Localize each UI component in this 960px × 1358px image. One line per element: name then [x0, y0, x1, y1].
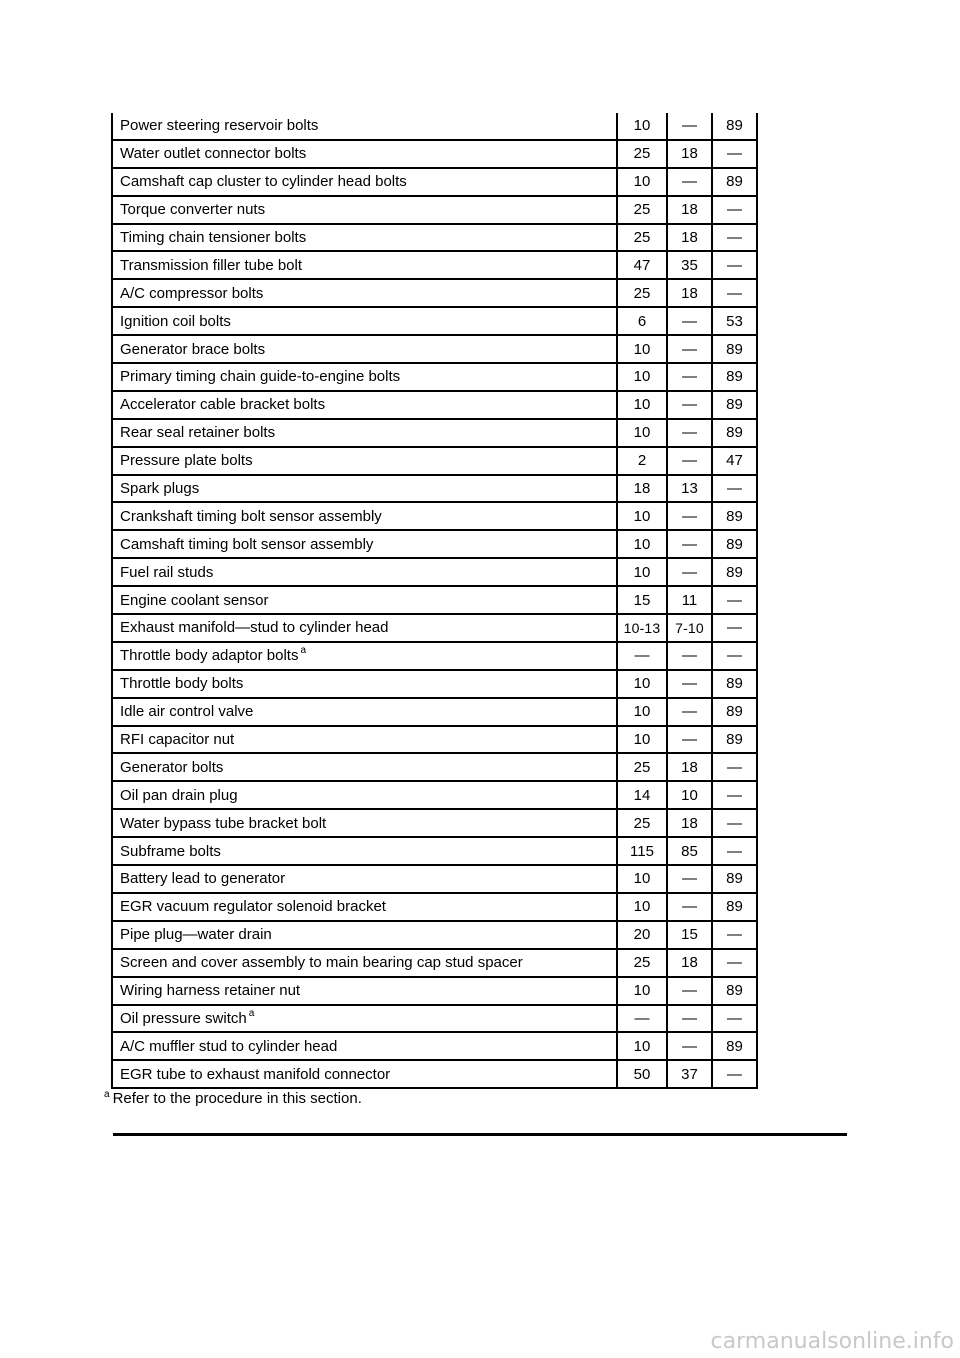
row-description: Torque converter nuts — [120, 201, 266, 219]
row-description-cell — [112, 753, 617, 781]
table-row — [112, 781, 757, 809]
row-description: Power steering reservoir bolts — [120, 117, 319, 135]
value-lb-ft: — — [667, 168, 712, 196]
table-row — [112, 977, 757, 1005]
table-row — [112, 447, 757, 475]
row-description-cell — [112, 251, 617, 279]
value-nm: 10 — [617, 698, 667, 726]
value-nm: — — [617, 1005, 667, 1033]
row-description: Oil pan drain plug — [120, 786, 238, 804]
row-description: Water outlet connector bolts — [120, 145, 307, 163]
row-description-cell — [112, 558, 617, 586]
value-lb-in: — — [712, 279, 757, 307]
value-lb-ft: — — [667, 447, 712, 475]
value-nm: 15 — [617, 586, 667, 614]
table-row — [112, 1060, 757, 1088]
row-description: Engine coolant sensor — [120, 591, 269, 609]
row-description: Accelerator cable bracket bolts — [120, 396, 326, 414]
value-nm: 115 — [617, 837, 667, 865]
value-lb-ft: — — [667, 307, 712, 335]
value-nm: — — [617, 642, 667, 670]
value-nm: 50 — [617, 1060, 667, 1088]
row-description-cell — [112, 335, 617, 363]
value-lb-ft: — — [667, 502, 712, 530]
table-row — [112, 419, 757, 447]
table-row — [112, 251, 757, 279]
torque-spec-table — [111, 113, 758, 1089]
value-lb-ft: — — [667, 335, 712, 363]
table-row — [112, 502, 757, 530]
value-lb-ft: — — [667, 977, 712, 1005]
value-lb-ft: 10 — [667, 781, 712, 809]
table-row — [112, 753, 757, 781]
watermark: carmanualsonline.info — [710, 1329, 954, 1354]
value-lb-in: — — [712, 809, 757, 837]
value-lb-ft: 35 — [667, 251, 712, 279]
row-description: Rear seal retainer bolts — [120, 424, 276, 442]
row-description-cell — [112, 363, 617, 391]
value-lb-in: 89 — [712, 391, 757, 419]
row-description: Generator brace bolts — [120, 340, 266, 358]
row-description-cell — [112, 921, 617, 949]
row-description: Exhaust manifold—stud to cylinder head — [120, 619, 389, 637]
value-nm: 47 — [617, 251, 667, 279]
value-lb-in: 89 — [712, 865, 757, 893]
row-description-cell — [112, 865, 617, 893]
row-description: Camshaft cap cluster to cylinder head bolts — [120, 173, 407, 191]
row-description-cell — [112, 447, 617, 475]
row-description: A/C muffler stud to cylinder head — [120, 1037, 338, 1055]
value-nm: 14 — [617, 781, 667, 809]
value-lb-ft: 85 — [667, 837, 712, 865]
row-description: Spark plugs — [120, 480, 200, 498]
value-lb-ft: — — [667, 893, 712, 921]
row-description-cell — [112, 837, 617, 865]
row-description-cell — [112, 1060, 617, 1088]
value-nm: 10 — [617, 558, 667, 586]
value-lb-in: — — [712, 586, 757, 614]
row-description: Camshaft timing bolt sensor assembly — [120, 535, 374, 553]
row-description-cell — [112, 196, 617, 224]
value-lb-ft: 18 — [667, 196, 712, 224]
value-lb-ft: — — [667, 726, 712, 754]
value-lb-in: 89 — [712, 113, 757, 140]
value-lb-in: — — [712, 921, 757, 949]
table-row — [112, 921, 757, 949]
value-lb-in: 89 — [712, 530, 757, 558]
row-description: Wiring harness retainer nut — [120, 982, 301, 1000]
value-nm: 10 — [617, 502, 667, 530]
row-description: EGR tube to exhaust manifold connector — [120, 1065, 391, 1083]
value-lb-in: 89 — [712, 502, 757, 530]
value-lb-ft: — — [667, 1005, 712, 1033]
table-row — [112, 307, 757, 335]
row-description-cell — [112, 698, 617, 726]
value-nm: 6 — [617, 307, 667, 335]
row-description: EGR vacuum regulator solenoid bracket — [120, 898, 386, 916]
row-description: Generator bolts — [120, 758, 224, 776]
value-lb-in: — — [712, 140, 757, 168]
table-row — [112, 865, 757, 893]
row-description-cell — [112, 1005, 617, 1033]
row-description: Throttle body bolts — [120, 675, 244, 693]
row-description-cell — [112, 614, 617, 642]
row-description-cell — [112, 502, 617, 530]
value-nm: 25 — [617, 140, 667, 168]
table-row — [112, 113, 757, 140]
row-description-cell — [112, 530, 617, 558]
table-row — [112, 698, 757, 726]
value-nm: 10 — [617, 1032, 667, 1060]
row-description-cell — [112, 726, 617, 754]
value-lb-in: — — [712, 475, 757, 503]
value-lb-in: 89 — [712, 168, 757, 196]
row-description: Primary timing chain guide-to-engine bolts — [120, 368, 401, 386]
table-row — [112, 558, 757, 586]
table-row — [112, 1005, 757, 1033]
row-description: Battery lead to generator — [120, 870, 286, 888]
table-row — [112, 391, 757, 419]
row-description-cell — [112, 475, 617, 503]
row-description-cell — [112, 391, 617, 419]
table-row — [112, 168, 757, 196]
row-description-cell — [112, 781, 617, 809]
row-description: Water bypass tube bracket bolt — [120, 814, 327, 832]
row-description: Pressure plate bolts — [120, 452, 253, 470]
value-nm: 10 — [617, 113, 667, 140]
table-row — [112, 726, 757, 754]
row-description: RFI capacitor nut — [120, 731, 235, 749]
value-lb-in: 89 — [712, 335, 757, 363]
table-row — [112, 475, 757, 503]
value-lb-in: 89 — [712, 1032, 757, 1060]
value-nm: 10 — [617, 335, 667, 363]
value-nm: 25 — [617, 279, 667, 307]
row-description-cell — [112, 949, 617, 977]
footnote — [104, 1090, 362, 1107]
value-lb-in: — — [712, 753, 757, 781]
value-nm: 2 — [617, 447, 667, 475]
table-body — [112, 113, 757, 1088]
value-lb-in: 89 — [712, 893, 757, 921]
row-description-cell — [112, 977, 617, 1005]
row-description-cell — [112, 1032, 617, 1060]
value-lb-ft: — — [667, 698, 712, 726]
value-lb-in: 47 — [712, 447, 757, 475]
table-row — [112, 224, 757, 252]
row-description: Transmission filler tube bolt — [120, 256, 303, 274]
value-lb-ft: 13 — [667, 475, 712, 503]
value-lb-ft: — — [667, 113, 712, 140]
row-description-cell — [112, 113, 617, 140]
table-row — [112, 893, 757, 921]
row-description-cell — [112, 140, 617, 168]
value-lb-in: 53 — [712, 307, 757, 335]
value-lb-ft: 37 — [667, 1060, 712, 1088]
value-lb-in: — — [712, 781, 757, 809]
value-lb-ft: — — [667, 1032, 712, 1060]
value-lb-ft: 7-10 — [667, 614, 712, 642]
value-lb-in: 89 — [712, 363, 757, 391]
value-nm: 10 — [617, 726, 667, 754]
value-lb-in: — — [712, 224, 757, 252]
row-description: Fuel rail studs — [120, 563, 214, 581]
table-row — [112, 642, 757, 670]
row-description: Subframe bolts — [120, 842, 221, 860]
value-nm: 25 — [617, 949, 667, 977]
value-lb-ft: 18 — [667, 949, 712, 977]
table-row — [112, 1032, 757, 1060]
value-nm: 25 — [617, 196, 667, 224]
value-nm: 10 — [617, 363, 667, 391]
row-description-cell — [112, 307, 617, 335]
value-nm: 25 — [617, 224, 667, 252]
table-row — [112, 614, 757, 642]
value-nm: 25 — [617, 809, 667, 837]
row-description-cell — [112, 419, 617, 447]
table-row — [112, 530, 757, 558]
value-lb-in: — — [712, 614, 757, 642]
value-lb-ft: 18 — [667, 753, 712, 781]
table-row — [112, 196, 757, 224]
value-nm: 10 — [617, 893, 667, 921]
value-lb-ft: — — [667, 558, 712, 586]
value-nm: 10 — [617, 670, 667, 698]
value-lb-in: — — [712, 949, 757, 977]
value-lb-ft: 15 — [667, 921, 712, 949]
value-lb-in: 89 — [712, 670, 757, 698]
value-lb-in: 89 — [712, 419, 757, 447]
footnote-reference: a — [248, 1007, 255, 1019]
value-nm: 10 — [617, 865, 667, 893]
value-lb-ft: — — [667, 670, 712, 698]
row-description-cell — [112, 809, 617, 837]
value-lb-in: 89 — [712, 558, 757, 586]
row-description: Pipe plug—water drain — [120, 926, 272, 944]
table-row — [112, 363, 757, 391]
value-lb-ft: 18 — [667, 279, 712, 307]
value-lb-ft: — — [667, 642, 712, 670]
value-lb-in: — — [712, 837, 757, 865]
row-description: Oil pressure switch — [120, 1009, 247, 1027]
value-lb-in: — — [712, 1005, 757, 1033]
value-nm: 18 — [617, 475, 667, 503]
table-row — [112, 586, 757, 614]
table-row — [112, 809, 757, 837]
row-description-cell — [112, 168, 617, 196]
row-description: Screen and cover assembly to main bearing cap stud spacer — [120, 954, 523, 972]
table-row — [112, 335, 757, 363]
value-nm: 10 — [617, 168, 667, 196]
row-description-cell — [112, 224, 617, 252]
row-description-cell — [112, 893, 617, 921]
row-description-cell — [112, 670, 617, 698]
value-lb-in: — — [712, 251, 757, 279]
row-description: Timing chain tensioner bolts — [120, 229, 307, 246]
value-nm: 10 — [617, 391, 667, 419]
value-lb-in: 89 — [712, 726, 757, 754]
value-lb-ft: 18 — [667, 224, 712, 252]
value-lb-ft: — — [667, 419, 712, 447]
row-description: Crankshaft timing bolt sensor assembly — [120, 507, 382, 525]
value-nm: 10 — [617, 419, 667, 447]
value-lb-ft: — — [667, 363, 712, 391]
value-nm: 10 — [617, 530, 667, 558]
value-nm: 10-13 — [617, 614, 667, 642]
row-description-cell — [112, 279, 617, 307]
value-lb-in: 89 — [712, 977, 757, 1005]
footnote-reference: a — [300, 645, 307, 657]
value-lb-in: — — [712, 196, 757, 224]
page-divider — [113, 1133, 847, 1136]
row-description: Throttle body adaptor bolts — [120, 647, 299, 665]
table-row — [112, 949, 757, 977]
row-description: A/C compressor bolts — [120, 284, 264, 302]
value-nm: 10 — [617, 977, 667, 1005]
row-description: Idle air control valve — [120, 703, 254, 721]
value-lb-ft: — — [667, 865, 712, 893]
value-lb-ft: 18 — [667, 809, 712, 837]
value-lb-ft: — — [667, 391, 712, 419]
value-lb-in: — — [712, 1060, 757, 1088]
footnote-text: Refer to the procedure in this section. — [112, 1090, 362, 1107]
row-description-cell — [112, 586, 617, 614]
value-lb-ft: 18 — [667, 140, 712, 168]
value-lb-ft: — — [667, 530, 712, 558]
table-row — [112, 140, 757, 168]
footnote-marker: a — [104, 1089, 110, 1100]
row-description: Ignition coil bolts — [120, 312, 231, 330]
value-nm: 25 — [617, 753, 667, 781]
table-row — [112, 670, 757, 698]
value-lb-ft: 11 — [667, 586, 712, 614]
row-description-cell — [112, 642, 617, 670]
table-row — [112, 279, 757, 307]
value-lb-in: 89 — [712, 698, 757, 726]
value-nm: 20 — [617, 921, 667, 949]
value-lb-in: — — [712, 642, 757, 670]
table-row — [112, 837, 757, 865]
